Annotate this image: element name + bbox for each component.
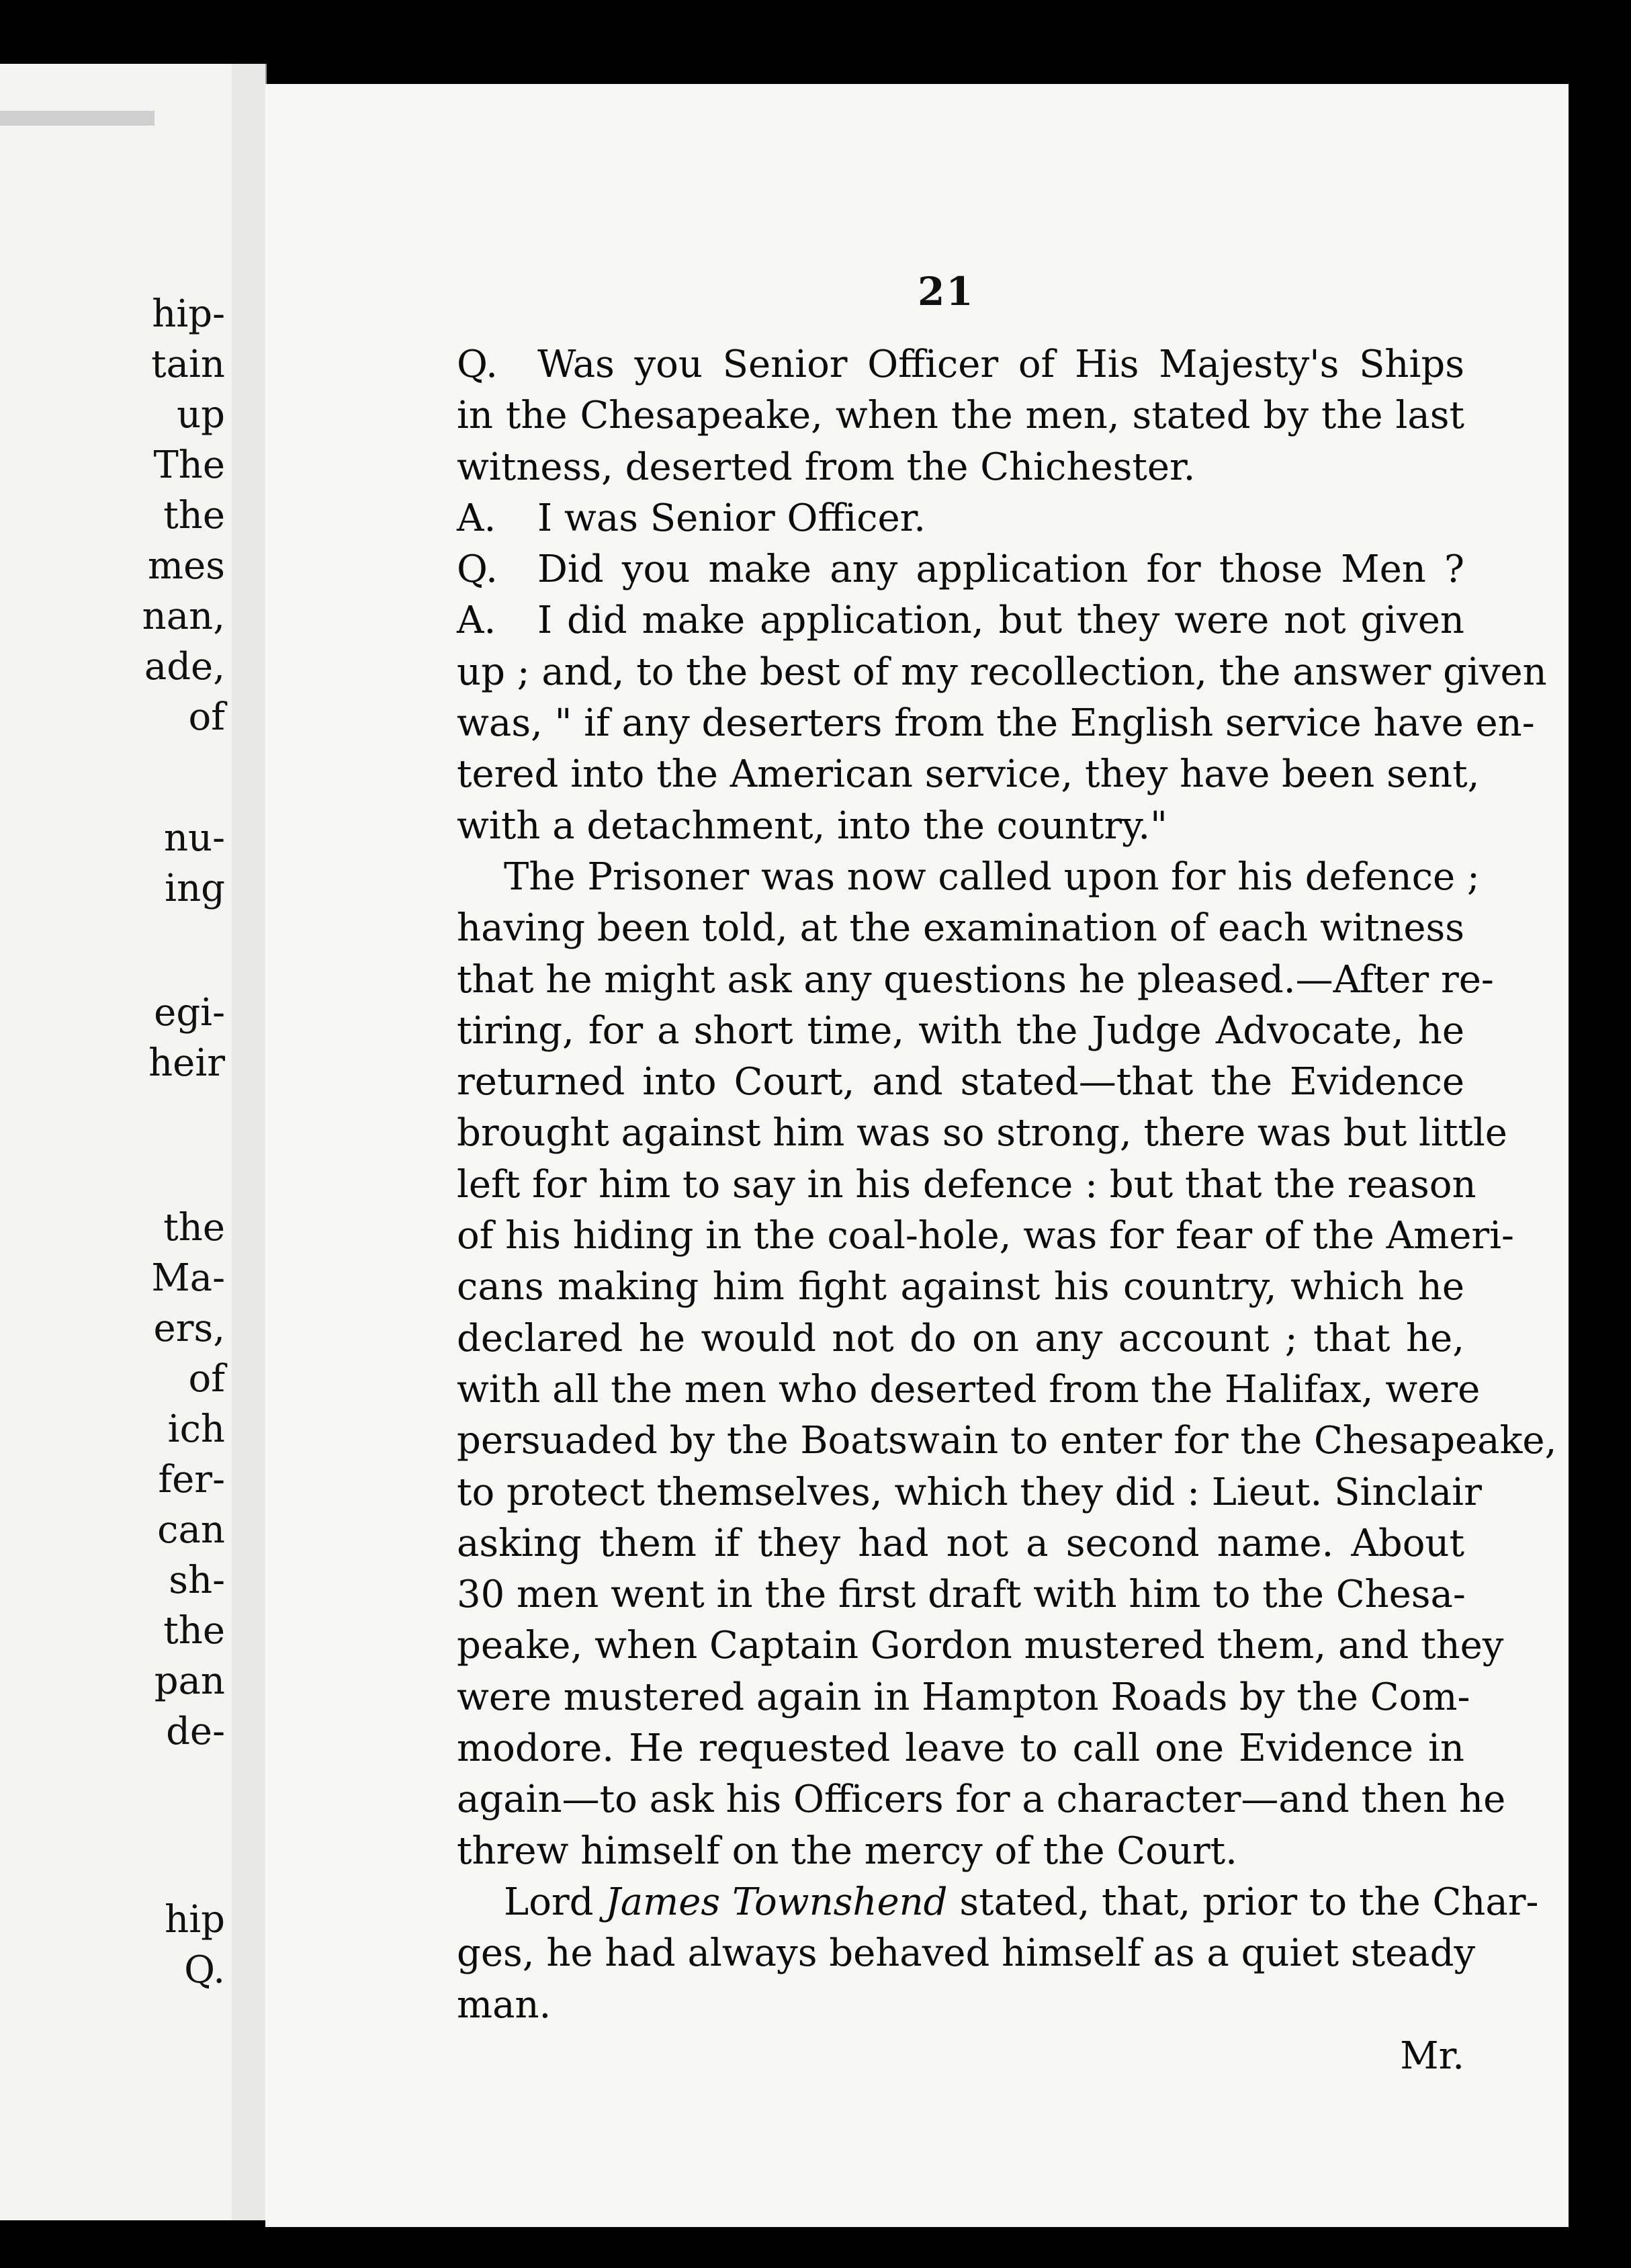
text-line: 30 men went in the first draft with him to the Chesa- [457, 1573, 1466, 1617]
page-edge-strip [0, 111, 155, 126]
margin-fragment: of [188, 1357, 225, 1401]
margin-fragment: hip [165, 1898, 225, 1942]
margin-fragment: ers, [153, 1307, 225, 1350]
text-line: were mustered again in Hampton Roads by the Com- [457, 1675, 1470, 1719]
margin-fragment: the [163, 1206, 225, 1250]
text-line: modore. He requested leave to call one Evidence in [457, 1727, 1464, 1771]
text-line: Lord James Townshend stated, that, prior to the Char- [504, 1880, 1539, 1924]
margin-fragment: pan [154, 1659, 225, 1703]
margin-fragment: nan, [142, 595, 225, 638]
text-line: persuaded by the Boatswain to enter for the Chesapeake, [457, 1419, 1557, 1463]
text-line: that he might ask any questions he pleased.—After re- [457, 957, 1494, 1002]
text-line: up ; and, to the best of my recollection, the answer given [457, 650, 1547, 694]
margin-fragment: ich [167, 1407, 225, 1451]
speaker-label: Q. [457, 343, 498, 386]
margin-fragment: hip- [152, 292, 225, 336]
margin-fragment: The [153, 443, 225, 487]
margin-fragment: of [188, 695, 225, 739]
speaker-label: A. [457, 599, 496, 643]
margin-fragment: heir [148, 1041, 225, 1085]
text-line: threw himself on the mercy of the Court. [457, 1829, 1237, 1873]
page-body [457, 339, 1557, 2082]
margin-fragment: mes [148, 544, 225, 588]
text-line: peake, when Captain Gordon mustered them, and they [457, 1624, 1504, 1668]
text-line: of his hiding in the coal-hole, was for fear of the Ameri- [457, 1214, 1514, 1258]
text-line: witness, deserted from the Chichester. [457, 445, 1196, 489]
margin-fragment: egi- [154, 991, 225, 1035]
text-line: Q. Was you Senior Officer of His Majesty's Ships [457, 339, 1464, 390]
text-line: with all the men who deserted from the Halifax, were [457, 1367, 1481, 1411]
margin-fragment: sh- [169, 1559, 225, 1602]
text-line: Q. Did you make any application for those Men ? [457, 544, 1464, 595]
margin-fragment: fer- [158, 1458, 225, 1501]
margin-fragment: the [163, 494, 225, 537]
text-line: A. I was Senior Officer. [457, 493, 1464, 544]
text-line: A. I did make application, but they were not given [457, 595, 1464, 646]
page-number: 21 [918, 269, 975, 314]
margin-fragment: the [163, 1609, 225, 1653]
text-line: returned into Court, and stated—that the Evidence [457, 1060, 1464, 1104]
text-line: ges, he had always behaved himself as a quiet steady [457, 1931, 1476, 1976]
text-line: left for him to say in his defence : but that the reason [457, 1162, 1476, 1207]
margin-fragment: Ma- [151, 1256, 225, 1300]
catchword: Mr. [1400, 2034, 1464, 2078]
previous-page-fragment [0, 64, 234, 2220]
text-line: declared he would not do on any account ; that he, [457, 1316, 1464, 1360]
text-line: man. [457, 1982, 552, 2027]
person-name: James Townshend [605, 1880, 948, 1924]
text-line: with a detachment, into the country." [457, 803, 1167, 848]
margin-fragment: up [177, 393, 225, 437]
margin-fragment: nu- [163, 816, 225, 860]
text-line: cans making him fight against his country, which he [457, 1265, 1464, 1309]
margin-fragment: Q. [184, 1948, 225, 1992]
text-line: brought against him was so strong, there was but little [457, 1111, 1507, 1155]
text-line: The Prisoner was now called upon for his defence ; [504, 855, 1480, 899]
speaker-label: A. [457, 496, 496, 540]
book-gutter [232, 64, 267, 2220]
text-line: tered into the American service, they have been sent, [457, 752, 1480, 797]
margin-fragment: ing [165, 867, 225, 910]
speaker-label: Q. [457, 548, 498, 592]
text-line: to protect themselves, which they did : Lieut. Sinclair [457, 1470, 1482, 1514]
text-line: asking them if they had not a second name. About [457, 1521, 1464, 1565]
text-line: was, " if any deserters from the English service have en- [457, 701, 1535, 746]
text-line: tiring, for a short time, with the Judge Advocate, he [457, 1008, 1464, 1053]
text-line: in the Chesapeake, when the men, stated by the last [457, 394, 1464, 438]
text-line: again—to ask his Officers for a character—and then he [457, 1778, 1506, 1822]
margin-fragment: can [157, 1508, 225, 1552]
margin-fragment: ade, [144, 645, 225, 689]
margin-fragment: de- [166, 1710, 225, 1753]
margin-fragment: tain [151, 343, 225, 386]
text-line: having been told, at the examination of each witness [457, 906, 1464, 951]
